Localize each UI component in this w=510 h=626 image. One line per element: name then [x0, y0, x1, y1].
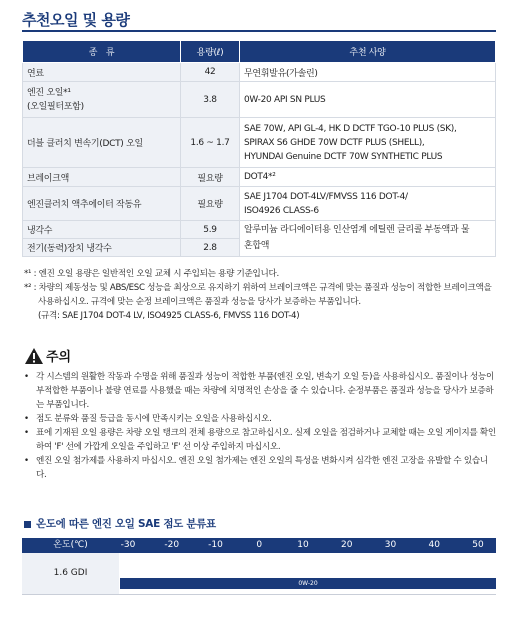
- footnotes: [24, 267, 498, 323]
- viscosity-row: [22, 553, 496, 595]
- footnote-2: *² : 차량의 제동성능 및 ABS/ESC 성능을 최상으로 유지하기 위하여 브레이크액은 규격에 맞는 품질과 성능이 적합한 브레이크액을 사용하십시오. 규격에 맞는 순정 브레이크액은 품질과 성능을 당사가 보증하는 부품입니다.: [24, 283, 492, 307]
- engine-label: 1.6 GDI: [22, 553, 119, 594]
- row-name: 전기(동력)장치 냉각수: [23, 239, 181, 257]
- table-row: [23, 187, 496, 221]
- temperature-tick: 0: [256, 540, 263, 550]
- temperature-label: 온도(℃): [53, 540, 88, 550]
- temperature-tick: 30: [384, 540, 397, 550]
- row-name: 엔진 오일*¹ (오일필터포함): [23, 82, 181, 118]
- row-amount: 필요량: [181, 187, 240, 221]
- footnote-standard: (규격: SAE J1704 DOT-4 LV, ISO4925 CLASS-6, FMVSS 116 DOT-4): [38, 311, 300, 321]
- row-spec: SAE 70W, API GL-4, HK D DCTF TGO-10 PLUS (SK), SPIRAX S6 GHDE 70W DCTF PLUS (SHELL), HYUNDAI Genuine DCTF 70W SYNTHETIC PLUS: [240, 118, 496, 168]
- row-spec: 알루미늄 라디에이터용 인산염계 에틸렌 글리콜 부동액과 물 혼합액: [240, 221, 496, 257]
- row-name: 냉각수: [23, 221, 181, 239]
- header-spec: 추천 사양: [240, 41, 496, 63]
- temperature-tick: -10: [208, 540, 223, 550]
- caution-item: • 각 시스템의 원활한 작동과 수명을 위해 품질과 성능이 적합한 부품(엔진 오일, 변속기 오일 등)을 사용하십시오. 품질이나 성능이 부적합한 부품이나 불량 연료를 사용했을 때는 차량에 치명적인 손상을 줄 수 있습니다. 순정부품은 품질과 성능을 당사가 보증하는 부품입니다.: [24, 372, 494, 410]
- viscosity-section-title: 온도에 따른 엔진 오일 SAE 점도 분류표: [24, 516, 216, 531]
- row-amount: 1.6 ~ 1.7: [181, 118, 240, 168]
- table-row: [23, 63, 496, 82]
- recommended-oil-table: [22, 40, 496, 257]
- header-type: 종 류: [23, 41, 181, 63]
- viscosity-chart: [22, 538, 496, 595]
- temperature-tick: 40: [428, 540, 440, 550]
- row-amount: 필요량: [181, 168, 240, 187]
- footnote-1: *¹ : 엔진 오일 용량은 일반적인 오일 교체 시 주입되는 용량 기준입니다.: [24, 269, 279, 279]
- caution-list: [24, 370, 498, 482]
- square-bullet-icon: [24, 521, 31, 528]
- row-name: 브레이크액: [23, 168, 181, 187]
- title-divider: [22, 30, 496, 32]
- temperature-tick: 50: [472, 540, 484, 550]
- row-name: 더블 클러치 변속기(DCT) 오일: [23, 118, 181, 168]
- caution-item: • 엔진 오일 첨가제를 사용하지 마십시오. 엔진 오일 첨가제는 엔진 오일의 특성을 변화시켜 심각한 엔진 고장을 유발할 수 있습니다.: [24, 456, 488, 480]
- temperature-tick: 10: [297, 540, 309, 550]
- temperature-tick: 20: [341, 540, 353, 550]
- caution-item: • 표에 기재된 오일 용량은 차량 오일 탱크의 전체 용량으로 참고하십시오. 실제 오일을 점검하거나 교체할 때는 오일 게이지를 확인하여 'F' 선에 가깝게 오일을 주입하고 'F' 선 이상 주입하지 마십시오.: [24, 428, 496, 452]
- header-capacity: 용량(ℓ): [181, 41, 240, 63]
- temperature-tick: -20: [164, 540, 180, 550]
- row-amount: 3.8: [181, 82, 240, 118]
- row-amount: 42: [181, 63, 240, 82]
- table-row: [23, 221, 496, 239]
- table-header-row: [23, 41, 496, 63]
- table-row: [23, 82, 496, 118]
- section-title: 추천오일 및 용량: [22, 11, 130, 29]
- row-amount: 2.8: [181, 239, 240, 257]
- caution-title: 주의: [46, 350, 72, 365]
- temperature-scale: [22, 538, 496, 553]
- row-spec: SAE J1704 DOT-4LV/FMVSS 116 DOT-4/ ISO4926 CLASS-6: [240, 187, 496, 221]
- temperature-tick: -30: [120, 540, 136, 550]
- table-row: [23, 168, 496, 187]
- row-spec: 0W-20 API SN PLUS: [240, 82, 496, 118]
- row-spec: DOT4*²: [240, 168, 496, 187]
- row-amount: 5.9: [181, 221, 240, 239]
- caution-heading: [24, 346, 71, 369]
- viscosity-bar: 0W-20: [120, 578, 496, 589]
- row-name: 연료: [23, 63, 181, 82]
- warning-icon: [24, 347, 44, 369]
- caution-item: • 점도 분류와 품질 등급을 동시에 만족시키는 오일을 사용하십시오.: [24, 414, 272, 424]
- row-name: 엔진클러치 액추에이터 작동유: [23, 187, 181, 221]
- row-spec: 무연휘발유(가솔린): [240, 63, 496, 82]
- table-row: [23, 118, 496, 168]
